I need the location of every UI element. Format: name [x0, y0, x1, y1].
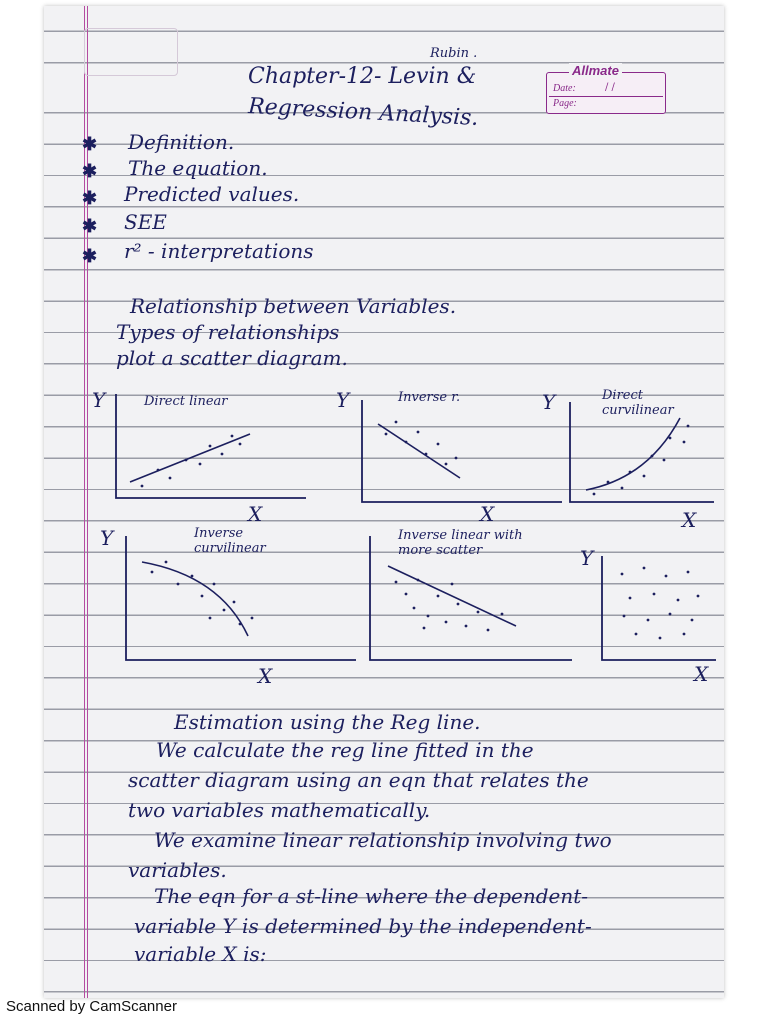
- plot6-xlabel: X: [694, 662, 709, 686]
- scatter-point: [239, 623, 242, 626]
- topic-bullet: ✱: [82, 188, 98, 209]
- scatter-point: [501, 613, 504, 616]
- paragraph-line: variables.: [128, 858, 227, 882]
- scatter-point: [209, 445, 212, 448]
- plot3-ylabel: Y: [542, 390, 556, 414]
- scatter-point: [213, 583, 216, 586]
- scatter-point: [239, 443, 242, 446]
- topic-item: Predicted values.: [124, 182, 300, 206]
- scatter-point: [697, 595, 700, 598]
- scatter-point: [457, 603, 460, 606]
- plot5-inverse-linear-scatter: [366, 532, 576, 662]
- paragraph-line: two variables mathematically.: [128, 798, 431, 822]
- topic-item: The equation.: [128, 156, 268, 180]
- scatter-point: [405, 441, 408, 444]
- scatter-point: [385, 433, 388, 436]
- intro-line: Relationship between Variables.: [130, 294, 457, 318]
- scatter-point: [647, 619, 650, 622]
- plot3-direct-curvilinear: [568, 398, 718, 508]
- title-line-1: Chapter-12- Levin &: [248, 64, 477, 89]
- plot1-ylabel: Y: [92, 388, 106, 412]
- scatter-point: [437, 595, 440, 598]
- scatter-point: [465, 625, 468, 628]
- scatter-point: [487, 629, 490, 632]
- scatter-point: [395, 581, 398, 584]
- plot4-ylabel: Y: [100, 526, 114, 550]
- plot1-trend-line: [130, 434, 250, 482]
- paragraph-line: We calculate the reg line fitted in the: [156, 738, 534, 762]
- plot4-axes: [126, 536, 356, 660]
- scatter-point: [427, 615, 430, 618]
- scatter-point: [417, 431, 420, 434]
- scatter-point: [223, 609, 226, 612]
- plot6-no-relationship: [600, 554, 720, 664]
- plot3-trend-curve: [586, 418, 680, 490]
- scatter-point: [621, 487, 624, 490]
- plot4-trend-curve: [142, 562, 248, 636]
- scatter-point: [169, 477, 172, 480]
- scatter-point: [413, 607, 416, 610]
- paragraph-line: variable X is:: [134, 942, 267, 966]
- date-label: Date:: [553, 83, 576, 94]
- scatter-point: [209, 617, 212, 620]
- topic-item: Definition.: [128, 130, 235, 154]
- plot6-axes: [602, 556, 716, 660]
- scatter-point: [423, 627, 426, 630]
- scatter-point: [395, 421, 398, 424]
- title-line-2: Regression Analysis.: [247, 93, 479, 132]
- scatter-point: [191, 575, 194, 578]
- plot1-xlabel: X: [248, 502, 263, 526]
- plot1-title: Direct linear: [144, 394, 228, 409]
- notebook-page: [44, 6, 724, 998]
- scatter-point: [405, 593, 408, 596]
- scatter-point: [687, 571, 690, 574]
- faded-stamp: [84, 28, 178, 76]
- plot3-xlabel: X: [682, 508, 697, 532]
- scatter-point: [185, 459, 188, 462]
- topic-item: r² - interpretations: [124, 239, 314, 263]
- scatter-point: [445, 463, 448, 466]
- scatter-point: [455, 457, 458, 460]
- scatter-point: [687, 425, 690, 428]
- scatter-point: [231, 435, 234, 438]
- scatter-point: [165, 561, 168, 564]
- plot3-axes: [570, 402, 714, 502]
- scatter-point: [651, 455, 654, 458]
- scatter-point: [445, 621, 448, 624]
- date-separator: / /: [605, 82, 615, 93]
- scatter-point: [629, 597, 632, 600]
- brand-name: Allmate: [569, 63, 622, 78]
- scatter-point: [663, 459, 666, 462]
- scatter-point: [677, 599, 680, 602]
- plot2-inverse-linear: [356, 398, 566, 508]
- scatter-point: [683, 633, 686, 636]
- scatter-point: [157, 469, 160, 472]
- plot5-trend-line: [388, 566, 516, 626]
- scatter-point: [629, 471, 632, 474]
- scatter-point: [251, 617, 254, 620]
- paragraph-line: The eqn for a st-line where the dependent-: [154, 884, 589, 908]
- plot4-title: Inverse curvilinear: [194, 526, 266, 556]
- scatter-point: [593, 493, 596, 496]
- plot5-axes: [370, 536, 572, 660]
- author-name: Rubin .: [430, 46, 478, 61]
- scatter-point: [659, 637, 662, 640]
- scatter-point: [665, 575, 668, 578]
- plot2-title: Inverse r.: [398, 390, 461, 405]
- page-label: Page:: [553, 98, 577, 109]
- paragraph-line: variable Y is determined by the independent-: [134, 914, 592, 938]
- scatter-point: [417, 579, 420, 582]
- paragraph-line: scatter diagram using an eqn that relates the: [128, 768, 589, 792]
- scatter-point: [141, 485, 144, 488]
- topic-bullet: ✱: [82, 246, 98, 267]
- scatter-point: [691, 619, 694, 622]
- scatter-point: [669, 437, 672, 440]
- scanner-watermark: Scanned by CamScanner: [6, 998, 177, 1015]
- plot2-xlabel: X: [480, 502, 495, 526]
- scatter-point: [683, 441, 686, 444]
- scatter-point: [221, 453, 224, 456]
- scatter-point: [437, 443, 440, 446]
- plot1-direct-linear: [110, 390, 310, 500]
- plot4-xlabel: X: [258, 664, 273, 688]
- plot4-inverse-curvilinear: [120, 532, 360, 662]
- scatter-point: [643, 567, 646, 570]
- estimation-heading: Estimation using the Reg line.: [174, 710, 481, 734]
- scatter-point: [451, 583, 454, 586]
- scatter-point: [623, 615, 626, 618]
- topic-bullet: ✱: [82, 161, 98, 182]
- intro-line: plot a scatter diagram.: [116, 346, 348, 370]
- scatter-point: [151, 571, 154, 574]
- scatter-point: [425, 453, 428, 456]
- topic-bullet: ✱: [82, 134, 98, 155]
- scatter-point: [201, 595, 204, 598]
- intro-line: Types of relationships: [116, 320, 340, 344]
- scatter-point: [607, 481, 610, 484]
- scatter-point: [477, 611, 480, 614]
- scatter-point: [653, 593, 656, 596]
- scatter-point: [199, 463, 202, 466]
- brand-date-box: [546, 63, 666, 114]
- scatter-point: [635, 633, 638, 636]
- paragraph-line: We examine linear relationship involving two: [154, 828, 612, 852]
- scatter-point: [177, 583, 180, 586]
- plot3-title: Direct curvilinear: [602, 388, 674, 418]
- scatter-point: [669, 613, 672, 616]
- scatter-point: [621, 573, 624, 576]
- plot2-ylabel: Y: [336, 388, 350, 412]
- scatter-point: [643, 475, 646, 478]
- plot6-ylabel: Y: [580, 546, 594, 570]
- topic-item: SEE: [124, 210, 167, 234]
- plot5-title: Inverse linear with more scatter: [398, 528, 523, 558]
- plot2-axes: [362, 400, 562, 502]
- topic-bullet: ✱: [82, 216, 98, 237]
- brand-divider: [549, 96, 663, 97]
- scatter-point: [233, 601, 236, 604]
